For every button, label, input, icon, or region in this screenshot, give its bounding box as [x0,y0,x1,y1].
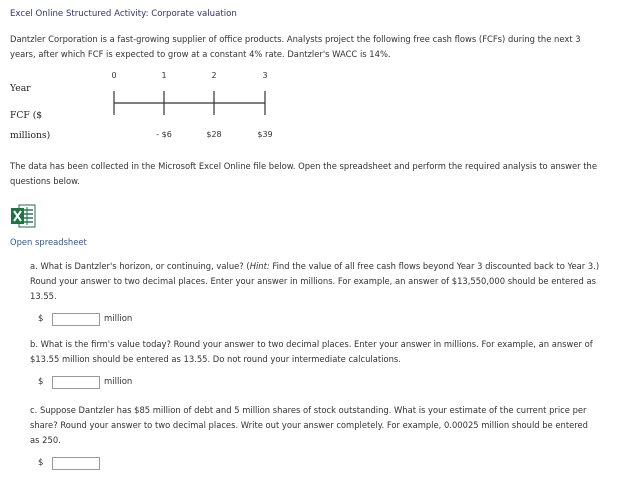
intro-paragraph: Dantzler Corporation is a fast-growing supplier of office products. Analysts project the following free cash flows (FCFs) during the next 3 years, after which FCF is expected to grow at a constant 4% rate. Dantzler's WACC is 14%. [10,34,581,59]
fcf-label-line2: millions) [10,130,51,141]
answer-a-input[interactable] [52,313,100,326]
timeline-year-3: 3 [262,71,268,80]
answer-c-currency: $ [38,458,44,468]
year-label: Year [10,83,31,94]
timeline-year-0: 0 [111,71,117,80]
question-b-text: What is the firm's value today? Round your answer to two decimal places. Enter your answer in millions. For example, an answer of $13.55 million should be entered as 13.55. Do not round your intermediate calculations. [30,339,593,364]
answer-a-unit: million [104,314,133,324]
data-note: The data has been collected in the Microsoft Excel Online file below. Open the spreadsheet and perform the required analysis to answer the questions below. [10,161,597,186]
answer-a-row [38,312,132,326]
answer-c-input[interactable] [52,457,100,470]
page-title: Excel Online Structured Activity: Corporate valuation [10,9,237,19]
answer-b-unit: million [104,377,133,387]
open-spreadsheet-link[interactable]: Open spreadsheet [10,237,87,247]
answer-b-row [38,375,132,389]
cash-flow-year-2: $28 [206,130,222,139]
question-b [30,337,600,367]
question-a [30,259,600,304]
question-c [30,403,600,448]
answer-c-row [38,456,100,470]
answer-b-currency: $ [38,377,44,387]
answer-a-currency: $ [38,314,44,324]
cash-flow-year-1: - $6 [156,130,172,139]
question-a-letter: a. [30,261,38,271]
cash-flow-year-3: $39 [257,130,273,139]
question-c-letter: c. [30,405,38,415]
question-c-text: Suppose Dantzler has $85 million of debt and 5 million shares of stock outstanding. What is your estimate of the current price per share? Round your answer to two decimal places. Write out your answer completely. For example, 0.00025 million should be entered as 250. [30,405,588,445]
fcf-label-line1: FCF ($ [10,110,43,121]
answer-b-input[interactable] [52,376,100,389]
timeline-year-1: 1 [161,71,167,80]
question-a-text-end: Find the value of all free cash flows beyond Year 3 discounted back to Year 3.) Round your answer to two decimal places. Enter your answer in millions. For example, an answer of $13,550,000 should be entered as 13.55. [30,261,600,301]
question-a-text-start: What is Dantzler's horizon, or continuing, value? ( [40,261,250,271]
question-a-hint: Hint: [249,261,270,271]
timeline-year-2: 2 [211,71,217,80]
question-b-letter: b. [30,339,38,349]
excel-icon[interactable] [10,203,36,229]
